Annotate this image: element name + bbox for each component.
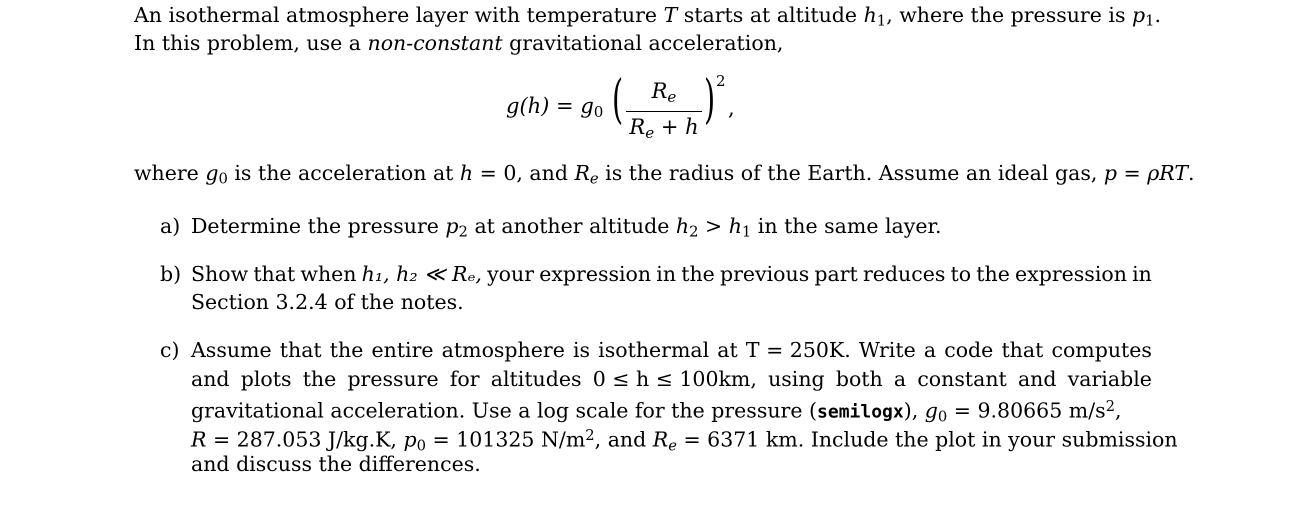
word: previous <box>719 262 810 286</box>
item-text: > <box>698 214 729 238</box>
word: entire <box>371 338 434 362</box>
word: that <box>1001 338 1044 362</box>
word: plots <box>240 367 292 391</box>
code-semilogx: semilogx <box>817 401 904 423</box>
item-text: = 9.80665 m/s <box>947 398 1106 423</box>
word: for <box>449 367 480 391</box>
pressure-symbol: p <box>403 427 417 452</box>
item-text: , and <box>594 427 653 452</box>
radius-symbol: R <box>574 161 590 185</box>
word: reduces <box>862 262 946 286</box>
subscript: 0 <box>593 102 604 121</box>
word: to <box>950 262 972 286</box>
subscript: 0 <box>218 170 228 188</box>
item-text: = 101325 N/m <box>426 427 586 452</box>
subscript: 0 <box>416 437 426 455</box>
word: variable <box>1067 367 1152 391</box>
subscript: 0 <box>937 408 948 426</box>
pressure-symbol: p <box>445 214 459 238</box>
intro-line-1 <box>134 3 1161 34</box>
word: the <box>681 262 715 286</box>
equation-lhs <box>506 94 603 121</box>
intro-text: gravitational acceleration, <box>502 31 784 55</box>
word: Show <box>191 262 249 286</box>
item-text: = 287.053 J/kg.K, <box>206 427 404 452</box>
fraction <box>626 78 702 146</box>
altitude-symbol: h <box>728 214 742 238</box>
right-paren: ) <box>704 70 716 130</box>
radius-symbol: R <box>651 79 668 103</box>
where-text: . <box>1188 161 1195 185</box>
word: isothermal <box>598 338 710 362</box>
left-paren: ( <box>612 70 624 130</box>
item-label-a: a) <box>160 214 181 238</box>
where-line <box>134 161 1195 192</box>
word: expression <box>1015 262 1127 286</box>
word: the <box>329 338 364 362</box>
word: the <box>302 367 337 391</box>
intro-text: An isothermal atmosphere layer with temperature <box>134 3 664 27</box>
subscript: 2 <box>689 223 699 241</box>
radius-symbol: R <box>652 427 669 452</box>
word: using <box>768 367 825 391</box>
word: a <box>893 367 907 391</box>
subscript: e <box>668 437 677 455</box>
where-text: where <box>134 161 206 185</box>
item-a-text <box>191 214 942 245</box>
gas-constant-symbol: R <box>191 427 207 452</box>
word: at <box>717 338 738 362</box>
word: in <box>1132 262 1152 286</box>
where-text: is the acceleration at <box>227 161 460 185</box>
item-text: ), <box>903 398 925 423</box>
word: computes <box>1051 338 1152 362</box>
altitude-symbol: h <box>459 161 474 185</box>
ideal-gas-law: p = ρRT <box>1103 161 1189 185</box>
word: when <box>300 262 357 286</box>
g0-symbol: g <box>580 94 594 118</box>
g0-symbol: g <box>205 161 219 185</box>
word: constant <box>917 367 1007 391</box>
emphasis-text: non-constant <box>367 31 503 55</box>
word: atmosphere <box>441 338 565 362</box>
item-c-line-2 <box>191 367 1152 391</box>
item-b-line-1 <box>191 262 1152 286</box>
word: your <box>487 262 535 286</box>
intro-text: . <box>1154 3 1162 27</box>
item-c-line-1 <box>191 338 1152 362</box>
equation-comma: , <box>728 96 735 120</box>
subscript: e <box>589 170 599 188</box>
g0-symbol: g <box>924 398 938 423</box>
word: part <box>814 262 858 286</box>
item-text: in the same layer. <box>751 214 942 238</box>
item-text: Determine the pressure <box>191 214 446 238</box>
temperature-symbol: T <box>663 3 678 27</box>
item-text: = 6371 km. Include the plot in your submission <box>676 427 1178 452</box>
item-text: at another altitude <box>467 214 676 238</box>
item-text: gravitational acceleration. Use a log scale for the pressure ( <box>191 398 818 423</box>
math-condition: h₁, h₂ ≪ Rₑ, <box>361 262 482 286</box>
where-segment-1 <box>134 161 1195 192</box>
intro-text: In this problem, use a <box>134 31 368 55</box>
radius-symbol: R <box>629 114 646 139</box>
intro-line-2 <box>134 31 783 55</box>
word: expression <box>539 262 652 286</box>
word: Write <box>858 338 916 362</box>
item-label-c: c) <box>160 338 180 362</box>
word: and <box>191 367 230 391</box>
word: and <box>1017 367 1057 391</box>
word: in <box>656 262 677 286</box>
superscript: 2 <box>1105 398 1116 415</box>
word: both <box>835 367 883 391</box>
subscript: 1 <box>741 223 752 241</box>
superscript: 2 <box>585 427 595 444</box>
subscript: e <box>645 123 655 142</box>
equation-text: (h) = <box>519 94 581 118</box>
where-text: is the radius of the Earth. Assume an ideal gas, <box>598 161 1104 185</box>
subscript: 1 <box>1145 12 1155 30</box>
g-symbol: g <box>506 94 520 118</box>
word: code <box>944 338 994 362</box>
intro-text: starts at altitude <box>677 3 864 27</box>
word: that <box>253 262 296 286</box>
subscript: 2 <box>458 223 468 241</box>
gravity-equation <box>506 72 756 142</box>
subscript: e <box>667 87 677 106</box>
math-temperature: T = 250K. <box>745 338 851 362</box>
word: that <box>279 338 322 362</box>
word: altitudes <box>490 367 582 391</box>
word: Assume <box>191 338 272 362</box>
intro-text: , where the pressure is <box>886 3 1132 27</box>
pressure-symbol: p <box>1131 3 1146 27</box>
item-c-line-5: and discuss the differences. <box>191 452 481 476</box>
fraction-numerator <box>626 78 702 110</box>
altitude-symbol: h <box>863 3 877 27</box>
fraction-bar <box>626 111 702 112</box>
item-b-line-2: Section 3.2.4 of the notes. <box>191 290 464 314</box>
word: is <box>572 338 591 362</box>
math-altitude-range: 0 ≤ h ≤ 100km, <box>592 367 757 391</box>
item-text: , <box>1115 398 1122 423</box>
equation-text: + h <box>654 114 699 139</box>
word: pressure <box>347 367 439 391</box>
subscript: 1 <box>876 12 887 30</box>
word: a <box>923 338 937 362</box>
where-text: = 0, and <box>473 161 575 185</box>
exponent: 2 <box>716 72 726 90</box>
item-label-b: b) <box>160 262 182 286</box>
fraction-denominator <box>626 114 702 146</box>
word: the <box>976 262 1010 286</box>
altitude-symbol: h <box>675 214 690 238</box>
